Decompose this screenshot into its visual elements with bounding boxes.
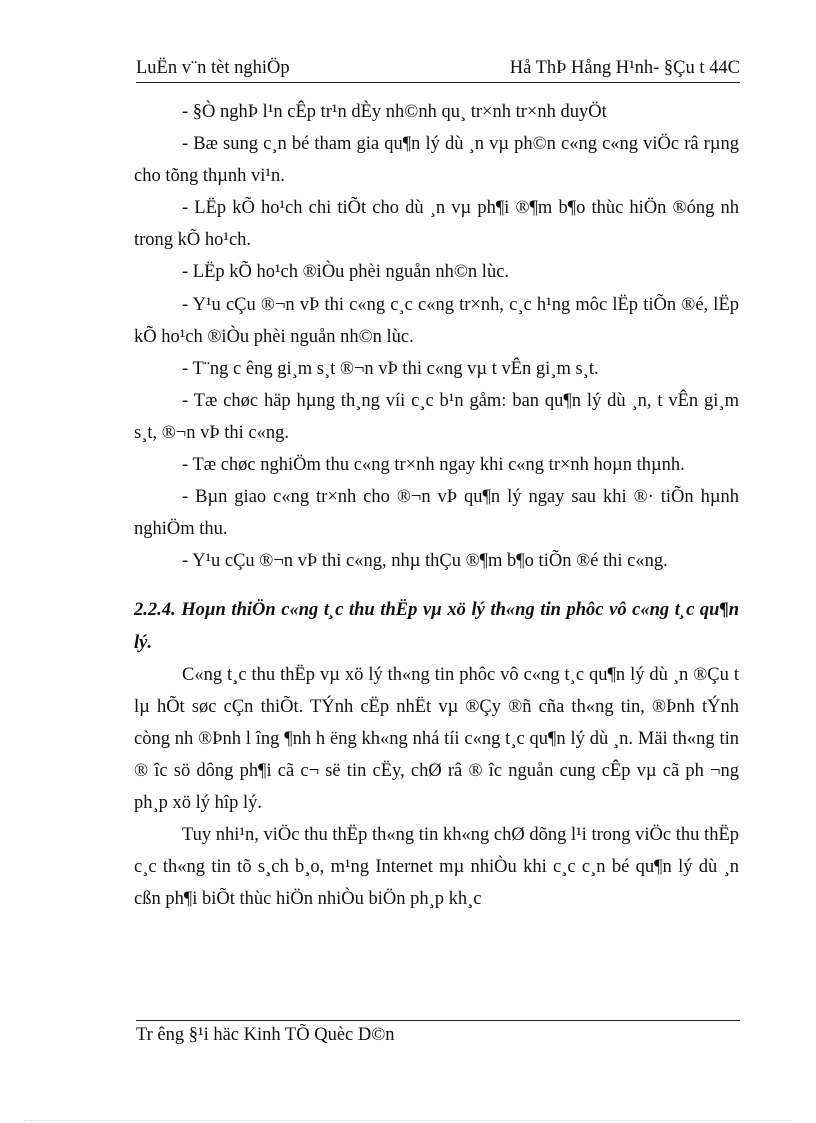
paragraph: - Bæ sung c¸n bé tham gia qu¶n lý dù ¸n vµ ph©n c«ng c«ng viÖc râ rµng cho tõng thµnh vi¹n. bbox=[134, 134, 739, 187]
spacer bbox=[134, 577, 739, 594]
paragraph: Tuy nhi¹n, viÖc thu thËp th«ng tin kh«ng chØ dõng l¹i trong viÖc thu thËp c¸c th«ng tin tõ s¸ch b¸o, m¹ng Internet mµ nhiÒu khi c¸c c¸n bé qu¶n lý dù ¸n cßn ph¶i biÕt thùc hiÖn nhiÒu biÖn ph¸p kh¸c bbox=[134, 825, 739, 910]
page-edge-dotted-line bbox=[24, 1120, 792, 1121]
paragraph: - Y¹u cÇu ®¬n vÞ thi c«ng c¸c c«ng tr×nh, c¸c h¹ng môc lËp tiÕn ®é, lËp kÕ ho¹ch ®iÒu phèi nguån nh©n lùc. bbox=[134, 294, 739, 347]
paragraph: - Y¹u cÇu ®¬n vÞ thi c«ng, nhµ thÇu ®¶m b¶o tiÕn ®é thi c«ng. bbox=[182, 551, 668, 572]
page-footer: Tr êng §¹i häc Kinh TÕ Quèc D©n bbox=[136, 1025, 395, 1045]
paragraph: - LËp kÕ ho¹ch chi tiÕt cho dù ¸n vµ ph¶i ®¶m b¶o thùc hiÖn ®óng nh trong kÕ ho¹ch. bbox=[134, 198, 739, 251]
page-header bbox=[136, 58, 740, 83]
paragraph: - LËp kÕ ho¹ch ®iÒu phèi nguån nh©n lùc. bbox=[182, 262, 510, 283]
paragraph: - Tæ chøc nghiÖm thu c«ng tr×nh ngay khi c«ng tr×nh hoµn thµnh. bbox=[182, 455, 685, 476]
header-right-author: Hå ThÞ Hång H¹nh- §Çu t 44C bbox=[509, 58, 740, 78]
paragraph: - T¨ng c êng gi¸m s¸t ®¬n vÞ thi c«ng vµ t vÊn gi¸m s¸t. bbox=[182, 358, 599, 379]
paragraph: C«ng t¸c thu thËp vµ xö lý th«ng tin phôc vô c«ng t¸c qu¶n lý dù ¸n ®Çu t lµ hÕt søc cÇn thiÕt. TÝnh cËp nhËt vµ ®Çy ®ñ cña th«ng tin, ®Þnh tÝnh còng nh ®Þnh l îng ¶nh h ëng kh«ng nhá tíi c«ng t¸c qu¶n lý dù ¸n. Mäi th«ng tin ® îc sö dông ph¶i cã c¬ së tin cËy, chØ râ ® îc nguån cung cÊp vµ cã ph ¬ng ph¸p xö lý hîp lý. bbox=[134, 664, 739, 813]
paragraph: - §Ò nghÞ l¹n cÊp tr¹n dÈy nh©nh qu¸ tr×nh tr×nh duyÖt bbox=[182, 102, 607, 122]
header-left-title: LuËn v¨n tèt nghiÖp bbox=[136, 58, 290, 78]
paragraph: - Tæ chøc häp hµng th¸ng víi c¸c b¹n gåm: ban qu¶n lý dù ¸n, t vÊn gi¸m s¸t, ®¬n vÞ thi c«ng. bbox=[134, 390, 739, 443]
paragraph: - Bµn giao c«ng tr×nh cho ®¬n vÞ qu¶n lý ngay sau khi ®· tiÕn hµnh nghiÖm thu. bbox=[134, 487, 739, 540]
section-heading: 2.2.4. Hoµn thiÖn c«ng t¸c thu thËp vµ xö lý th«ng tin phôc vô c«ng t¸c qu¶n lý. bbox=[134, 600, 739, 653]
footer-divider bbox=[136, 1020, 740, 1021]
body-text bbox=[134, 96, 739, 915]
